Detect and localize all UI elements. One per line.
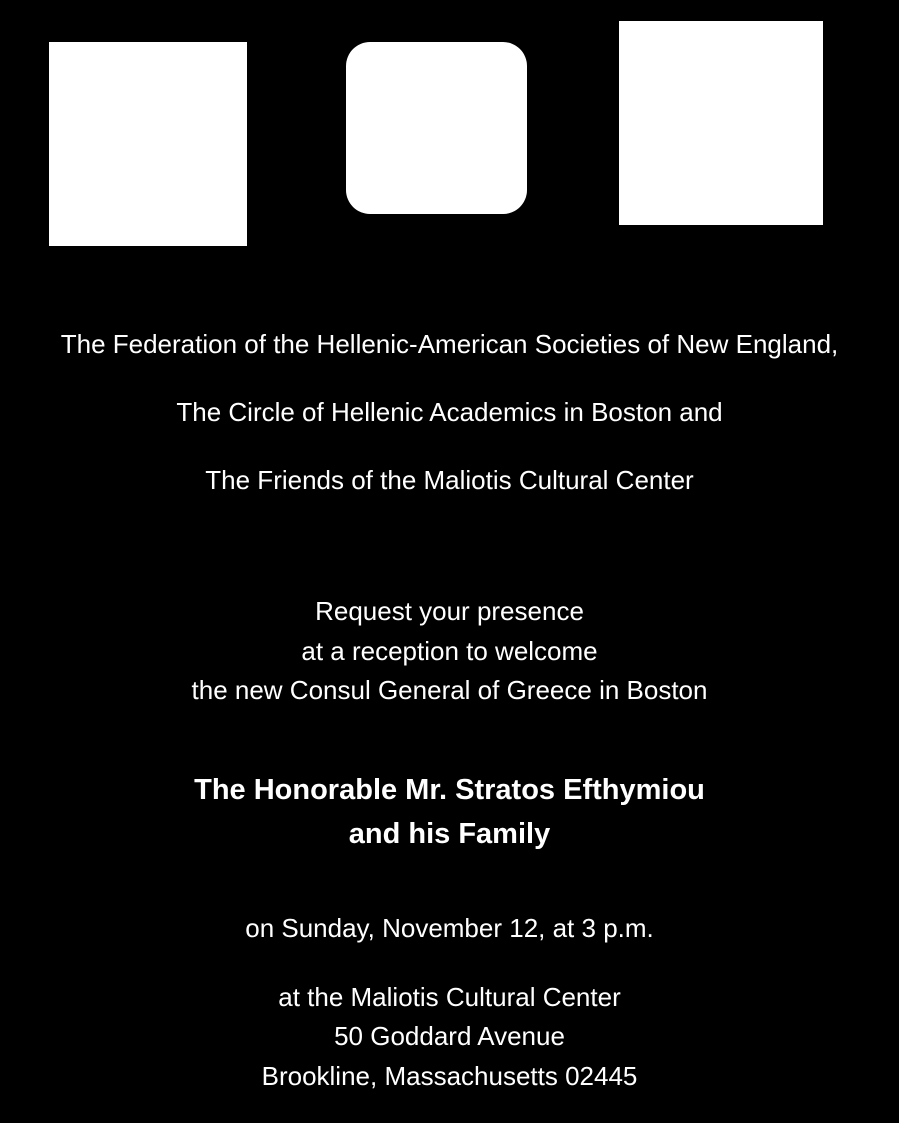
host-line-1: The Federation of the Hellenic-American Societies of New England, xyxy=(60,329,839,359)
event-date: on Sunday, November 12, at 3 p.m. xyxy=(245,913,654,943)
venue-city: Brookline, Massachusetts 02445 xyxy=(261,1061,638,1091)
request-line-3: the new Consul General of Greece in Boston xyxy=(191,675,708,705)
request-line-1: Request your presence xyxy=(315,596,584,626)
honoree-family: and his Family xyxy=(348,818,551,850)
logo-right xyxy=(619,21,823,225)
request-line-2: at a reception to welcome xyxy=(301,636,598,666)
host-line-3: The Friends of the Maliotis Cultural Center xyxy=(205,465,694,495)
venue-street: 50 Goddard Avenue xyxy=(334,1021,565,1051)
logo-left xyxy=(49,42,247,246)
honoree-name: The Honorable Mr. Stratos Efthymiou xyxy=(194,774,705,806)
logo-center xyxy=(346,42,527,214)
venue-name: at the Maliotis Cultural Center xyxy=(278,982,621,1012)
host-line-2: The Circle of Hellenic Academics in Boston and xyxy=(176,397,723,427)
